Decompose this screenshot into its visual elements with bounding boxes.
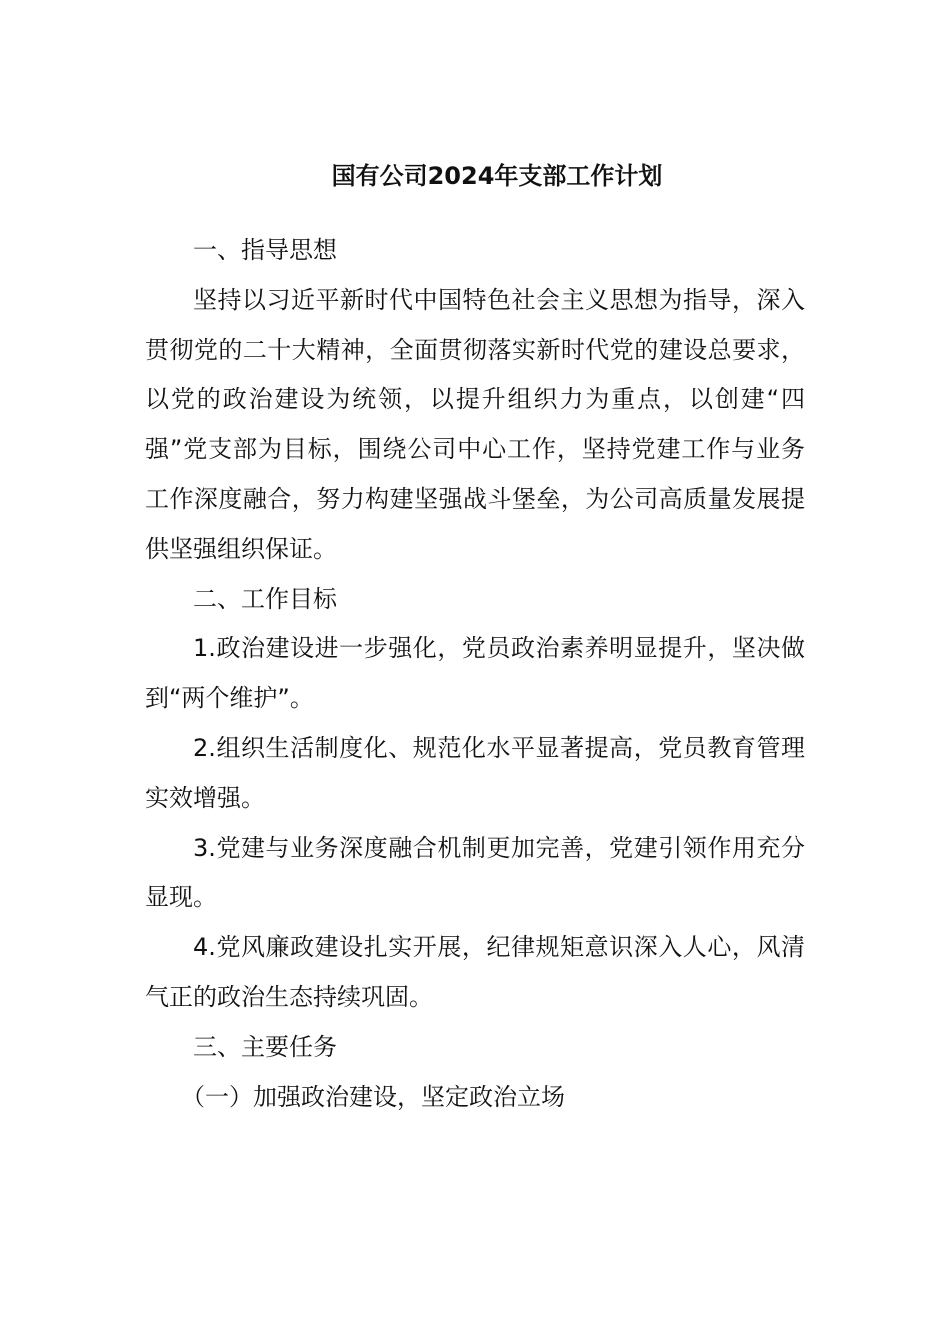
goal-item-3: 3.党建与业务深度融合机制更加完善，党建引领作用充分显现。 [145, 833, 805, 912]
goal-item-4: 4.党风廉政建设扎实开展，纪律规矩意识深入人心，风清气正的政治生态持续巩固。 [145, 933, 805, 1011]
goal-item-2: 2.组织生活制度化、规范化水平显著提高，党员教育管理实效增强。 [145, 733, 805, 812]
goal-item-1: 1.政治建设进一步强化，党员政治素养明显提升，坚决做到“两个维护”。 [145, 634, 805, 713]
document-body [145, 226, 805, 1122]
section-heading-guiding-ideology: 一、指导思想 [193, 236, 337, 264]
document-title: 国有公司2024年支部工作计划 [331, 162, 663, 190]
section-heading-main-tasks: 三、主要任务 [193, 1032, 337, 1061]
section-heading-work-goals: 二、工作目标 [193, 584, 337, 613]
subsection-heading-political-building: （一）加强政治建设，坚定政治立场 [181, 1082, 565, 1111]
paragraph-guiding-ideology: 坚持以习近平新时代中国特色社会主义思想为指导，深入贯彻党的二十大精神，全面贯彻落实新时代党的建设总要求，以党的政治建设为统领，以提升组织力为重点，以创建“四强”党支部为目标，围绕公司中心工作，坚持党建工作与业务工作深度融合，努力构建坚强战斗堡垒，为公司高质量发展提供坚强组织保证。 [145, 285, 805, 563]
